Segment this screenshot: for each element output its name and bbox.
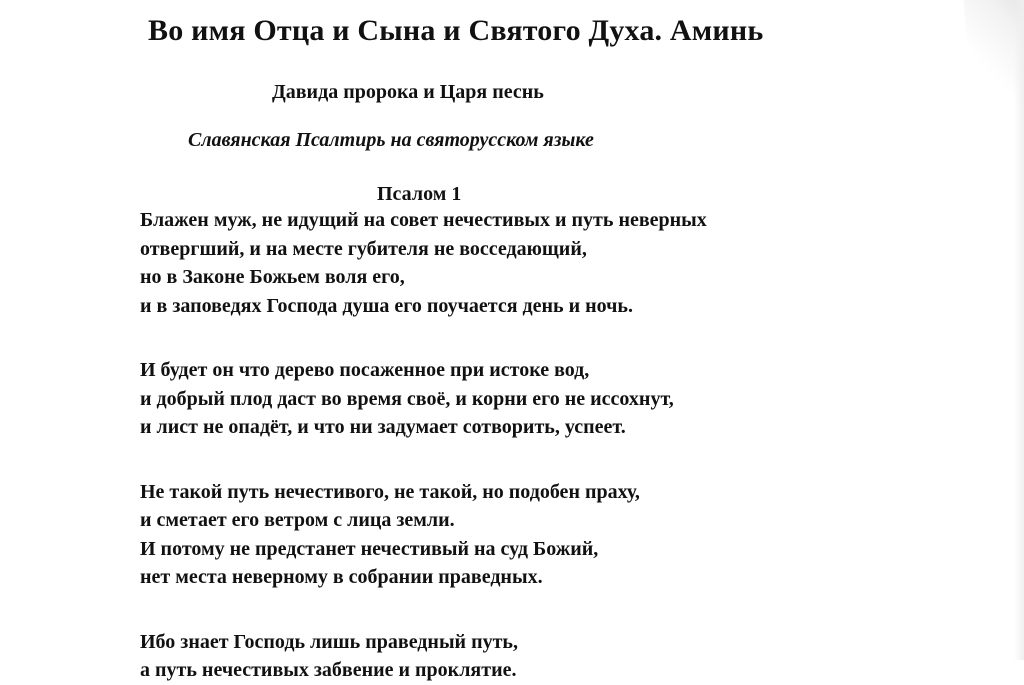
verse-line: И будет он что дерево посаженное при истоке вод, bbox=[140, 359, 590, 381]
verse-line: Блажен муж, не идущий на совет нечестивых и путь неверных bbox=[140, 209, 707, 231]
verse-line: и в заповедях Господа душа его поучается день и ночь. bbox=[140, 294, 634, 317]
verse-line: и сметает его ветром с лица земли. bbox=[140, 509, 455, 531]
document-subtitle-italic: Славянская Псалтирь на святорусском языке bbox=[188, 129, 594, 151]
verse-line: и добрый плод даст во время своё, и корни его не иссохнут, bbox=[140, 387, 674, 410]
verse-line: И потому не предстанет нечестивый на суд Божий, bbox=[140, 537, 599, 560]
verse-line: и лист не опадёт, и что ни задумает сотворить, успеет. bbox=[140, 416, 626, 438]
page-edge-shadow bbox=[1014, 0, 1024, 660]
document-subtitle: Давида пророка и Царя песнь bbox=[272, 81, 544, 103]
verse-line: нет места неверному в собрании праведных. bbox=[140, 566, 543, 588]
psalm-title: Псалом 1 bbox=[377, 183, 462, 205]
psalm-text bbox=[140, 206, 860, 685]
stanza-1 bbox=[140, 206, 860, 320]
verse-line: Не такой путь нечестивого, не такой, но подобен праху, bbox=[140, 480, 640, 503]
stanza-2 bbox=[140, 356, 860, 442]
stanza-4 bbox=[140, 628, 860, 685]
verse-line: а путь нечестивых забвение и проклятие. bbox=[140, 659, 517, 681]
verse-line: отвергший, и на месте губителя не восседающий, bbox=[140, 237, 587, 260]
verse-line: Ибо знает Господь лишь праведный путь, bbox=[140, 630, 519, 653]
verse-line: но в Законе Божьем воля его, bbox=[140, 266, 405, 288]
stanza-3 bbox=[140, 478, 860, 592]
document-title: Во имя Отца и Сына и Святого Духа. Аминь bbox=[148, 14, 764, 47]
